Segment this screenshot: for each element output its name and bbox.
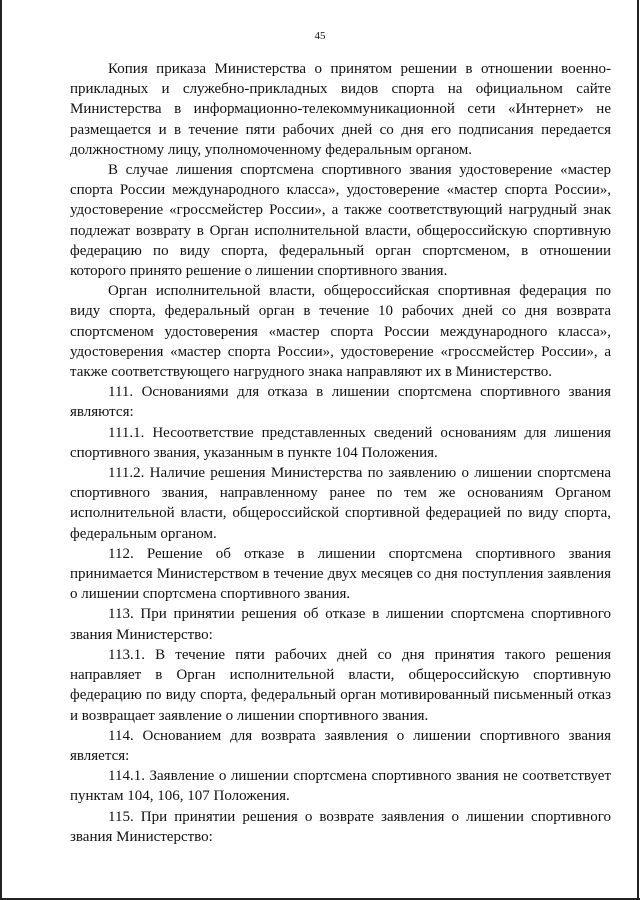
paragraph-order-copy: Копия приказа Министерства о принятом решении в отношении военно-прикладных и служебно-прикладных видов спорта на официальном сайте Министерства в информационно-телекоммуникационной сети «Интернет» не размещается и в течение пяти рабочих дней со дня его подписания передается должностному лицу, уполномоченному федеральным органом.	[70, 61, 611, 158]
clause-111-2: 111.2. Наличие решения Министерства по заявлению о лишении спортсмена спортивного звания, направленному ранее по тем же основаниям Органом исполнительной власти, общероссийской спортивной федерацией по виду спорта, федеральным органом.	[70, 465, 611, 542]
scan-border-right	[637, 0, 639, 900]
document-body	[70, 59, 611, 847]
clause-115: 115. При принятии решения о возврате заявления о лишении спортивного звания Министерство:	[70, 808, 611, 845]
clause-111-1: 111.1. Несоответствие представленных сведений основаниям для лишения спортивного звания, указанным в пункте 104 Положения.	[70, 424, 611, 461]
paragraph-forward-to-ministry: Орган исполнительной власти, общероссийская спортивная федерация по виду спорта, федеральный орган в течение 10 рабочих дней со дня возврата спортсменом удостоверения «мастер спорта России международного класса», удостоверения «мастер спорта России», удостоверение «гроссмейстер России», а также соответствующего нагрудного знака направляют их в Министерство.	[70, 283, 611, 381]
paragraph-return-certificates: В случае лишения спортсмена спортивного звания удостоверение «мастер спорта России международного класса», удостоверение «мастер спорта России», удостоверение «гроссмейстер России», а также соответствующий нагрудный знак подлежат возврату в Орган исполнительной власти, общероссийскую спортивную федерацию по виду спорта, федеральный орган спортсменом, в отношении которого принято решение о лишении спортивного звания.	[70, 162, 611, 280]
clause-112: 112. Решение об отказе в лишении спортсмена спортивного звания принимается Министерством в течение двух месяцев со дня поступления заявления о лишении спортсмена спортивного звания.	[70, 545, 611, 603]
scan-border-left	[0, 0, 2, 900]
page-number: 45	[314, 30, 326, 42]
clause-113-1: 113.1. В течение пяти рабочих дней со дня принятия такого решения направляет в Орган исполнительной власти, общероссийскую спортивную федерацию по виду спорта, федеральный орган мотивированный письменный отказ и возвращает заявление о лишении спортивного звания.	[70, 646, 611, 724]
clause-111: 111. Основаниями для отказа в лишении спортсмена спортивного звания являются:	[70, 384, 611, 421]
clause-114: 114. Основанием для возврата заявления о лишении спортивного звания является:	[70, 727, 611, 764]
clause-113: 113. При принятии решения об отказе в лишении спортсмена спортивного звания Министерство:	[70, 606, 611, 643]
clause-114-1: 114.1. Заявление о лишении спортсмена спортивного звания не соответствует пунктам 104, 106, 107 Положения.	[70, 768, 611, 805]
